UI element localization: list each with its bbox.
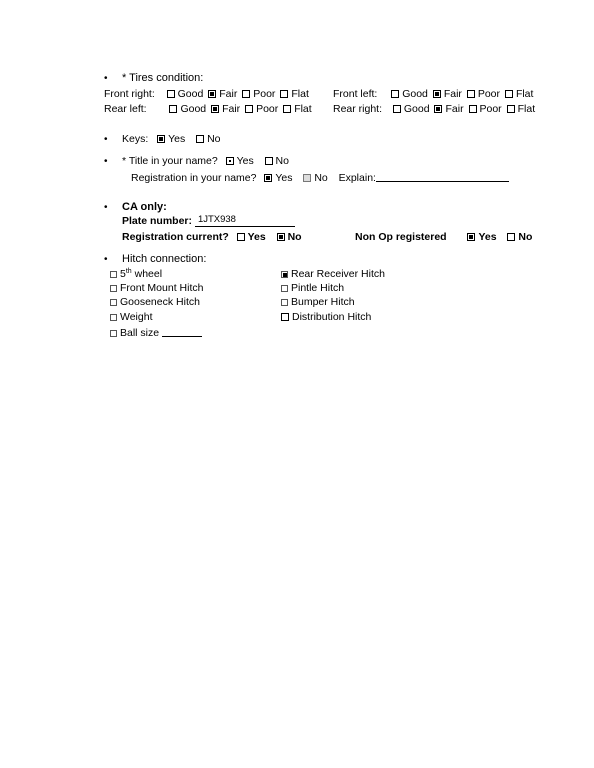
registration-current-row (122, 231, 302, 243)
non-op-label: Non Op registered (355, 231, 447, 243)
title-yes-checkbox[interactable] (226, 157, 234, 165)
rear-left-fair-checkbox[interactable] (211, 105, 219, 113)
keys-yes-checkbox[interactable] (157, 135, 165, 143)
option-flat-label: Flat (294, 103, 312, 115)
option-good-label: Good (177, 88, 204, 100)
option-fair-label: Fair (445, 103, 464, 115)
rear-left-good-checkbox[interactable] (169, 105, 177, 113)
bullet: • (104, 134, 108, 145)
hitch-weight-checkbox[interactable] (110, 314, 117, 321)
front-left-row (333, 88, 533, 100)
front-right-good-checkbox[interactable] (167, 90, 175, 98)
option-good-label: Good (402, 88, 428, 100)
hitch-option-bumper (281, 296, 355, 308)
hitch-bumper-checkbox[interactable] (281, 299, 288, 306)
front-right-label: Front right: (104, 88, 155, 100)
ball-size-field[interactable] (162, 326, 202, 337)
rear-left-row (104, 103, 312, 115)
hitch-title: Hitch connection: (122, 253, 207, 265)
explain-field[interactable] (376, 171, 509, 182)
ca-title: CA only: (122, 201, 167, 213)
hitch-pintle-checkbox[interactable] (281, 285, 288, 292)
keys-row (122, 133, 221, 145)
non-op-yes-checkbox[interactable] (467, 233, 475, 241)
rear-left-poor-checkbox[interactable] (245, 105, 253, 113)
plate-number-field[interactable] (195, 216, 295, 227)
registration-current-no-checkbox[interactable] (277, 233, 285, 241)
registration-current-yes-checkbox[interactable] (237, 233, 245, 241)
title-row (122, 155, 289, 167)
front-right-row (104, 88, 309, 100)
keys-label: Keys: (122, 133, 149, 145)
hitch-option-rear-receiver (281, 268, 385, 280)
registration-current-no-label: No (287, 231, 302, 243)
non-op-no-checkbox[interactable] (507, 233, 515, 241)
title-no-label: No (275, 155, 289, 167)
registration-current-label: Registration current? (122, 231, 229, 243)
rear-left-label: Rear left: (104, 103, 147, 115)
option-fair-label: Fair (443, 88, 462, 100)
option-poor-label: Poor (479, 103, 502, 115)
explain-label: Explain: (338, 172, 376, 184)
non-op-yes-label: Yes (478, 231, 497, 243)
bullet: • (104, 202, 108, 213)
bullet: • (104, 73, 108, 84)
rear-right-label: Rear right: (333, 103, 383, 115)
rear-right-flat-checkbox[interactable] (507, 105, 515, 113)
hitch-rear-receiver-label: Rear Receiver Hitch (291, 268, 385, 280)
option-good-label: Good (180, 103, 207, 115)
option-fair-label: Fair (222, 103, 241, 115)
front-left-flat-checkbox[interactable] (505, 90, 513, 98)
front-right-flat-checkbox[interactable] (280, 90, 288, 98)
rear-left-flat-checkbox[interactable] (283, 105, 291, 113)
front-right-fair-checkbox[interactable] (208, 90, 216, 98)
hitch-option-pintle (281, 282, 344, 294)
rear-right-row (333, 103, 535, 115)
registration-row (131, 171, 509, 184)
hitch-5th-wheel-checkbox[interactable] (110, 271, 117, 278)
registration-no-label: No (314, 172, 328, 184)
keys-no-checkbox[interactable] (196, 135, 204, 143)
hitch-bumper-label: Bumper Hitch (291, 296, 355, 308)
front-left-poor-checkbox[interactable] (467, 90, 475, 98)
hitch-ball-size-label: Ball size (120, 327, 160, 339)
rear-right-good-checkbox[interactable] (393, 105, 401, 113)
front-right-poor-checkbox[interactable] (242, 90, 250, 98)
hitch-distribution-checkbox[interactable] (281, 313, 289, 321)
registration-label: Registration in your name? (131, 172, 257, 184)
non-op-no-label: No (518, 231, 533, 243)
non-op-row (355, 231, 532, 243)
hitch-option-5th-wheel (110, 268, 162, 280)
option-flat-label: Flat (517, 103, 536, 115)
hitch-5th-wheel-label: 5th wheel (120, 268, 163, 280)
option-poor-label: Poor (253, 88, 276, 100)
title-yes-label: Yes (236, 155, 254, 167)
option-flat-label: Flat (291, 88, 309, 100)
plate-label: Plate number: (122, 215, 193, 227)
bullet: • (104, 254, 108, 265)
hitch-ball-size-checkbox[interactable] (110, 330, 117, 337)
hitch-option-front-mount (110, 282, 203, 294)
plate-number-value: 1JTX938 (197, 214, 236, 225)
front-left-good-checkbox[interactable] (391, 90, 399, 98)
hitch-option-weight (110, 311, 153, 323)
tires-title: * Tires condition: (122, 72, 204, 84)
hitch-gooseneck-checkbox[interactable] (110, 299, 117, 306)
hitch-gooseneck-label: Gooseneck Hitch (120, 296, 200, 308)
keys-yes-label: Yes (168, 133, 186, 145)
option-good-label: Good (403, 103, 430, 115)
option-fair-label: Fair (219, 88, 238, 100)
registration-yes-checkbox[interactable] (264, 174, 272, 182)
hitch-pintle-label: Pintle Hitch (291, 282, 345, 294)
front-left-fair-checkbox[interactable] (433, 90, 441, 98)
title-label: * Title in your name? (122, 155, 218, 167)
hitch-option-ball-size (110, 326, 202, 339)
hitch-option-gooseneck (110, 296, 200, 308)
bullet: • (104, 156, 108, 167)
registration-yes-label: Yes (275, 172, 293, 184)
hitch-weight-label: Weight (120, 311, 153, 323)
keys-no-label: No (207, 133, 221, 145)
option-flat-label: Flat (515, 88, 534, 100)
rear-right-poor-checkbox[interactable] (469, 105, 477, 113)
rear-right-fair-checkbox[interactable] (434, 105, 442, 113)
option-poor-label: Poor (477, 88, 501, 100)
registration-current-yes-label: Yes (247, 231, 266, 243)
hitch-front-mount-label: Front Mount Hitch (120, 282, 204, 294)
hitch-option-distribution (281, 311, 371, 323)
hitch-rear-receiver-checkbox[interactable] (281, 271, 288, 278)
registration-no-checkbox[interactable] (303, 174, 311, 182)
option-poor-label: Poor (256, 103, 279, 115)
front-left-label: Front left: (333, 88, 378, 100)
plate-row (122, 215, 295, 228)
title-no-checkbox[interactable] (265, 157, 273, 165)
hitch-front-mount-checkbox[interactable] (110, 285, 117, 292)
hitch-distribution-label: Distribution Hitch (292, 311, 372, 323)
